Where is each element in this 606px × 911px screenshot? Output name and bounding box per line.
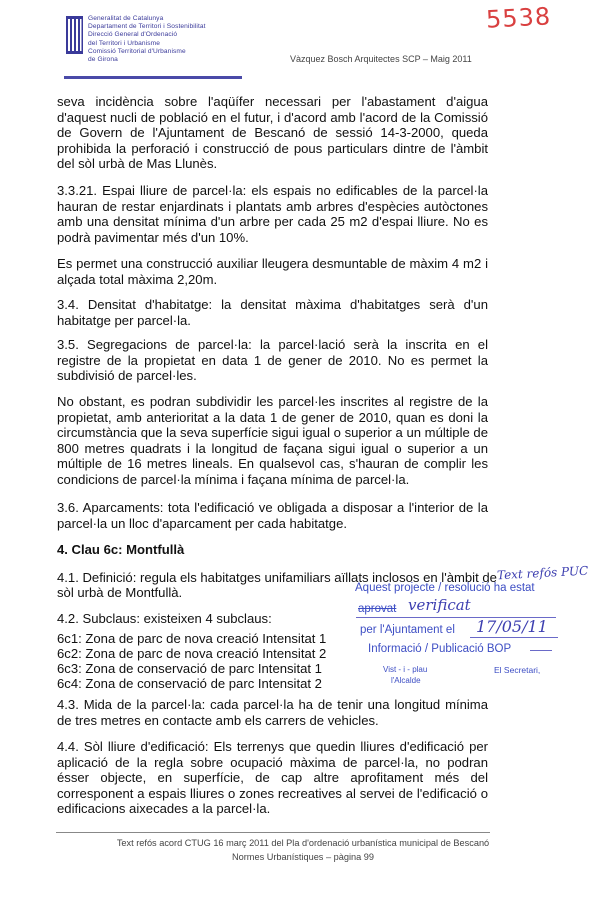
logo-line-3: Direcció General d'Ordenació bbox=[88, 31, 178, 39]
section-heading: 4. Clau 6c: Montfullà bbox=[57, 542, 185, 557]
logo-line-1: Generalitat de Catalunya bbox=[88, 15, 164, 22]
stamp-handwritten-date: 17/05/11 bbox=[476, 617, 548, 636]
stamp-rule-2 bbox=[470, 637, 558, 638]
logo-line-6: de Girona bbox=[88, 56, 118, 64]
stamp-rule-3 bbox=[530, 650, 552, 651]
paragraph-4-1-line-2: sòl urbà de Montfullà. bbox=[57, 585, 183, 600]
paragraph-3-5: 3.5. Segregacions de parcel·la: la parcel·lació serà la inscrita en el registre de la propietat en data 1 de gener de 2010. No es permet la subdivisió de parcel·les. bbox=[57, 337, 488, 384]
stamp-vist-i-plau: Vist - i - plau bbox=[383, 665, 428, 674]
subclau-6c4: 6c4: Zona de conservació de parc Intensitat 2 bbox=[57, 676, 322, 691]
logo-underline bbox=[64, 76, 242, 79]
paragraph-auxiliary-construction: Es permet una construcció auxiliar lleugera desmuntable de màxim 4 m2 i alçada total màxima 2,20m. bbox=[57, 256, 488, 287]
generalitat-logo bbox=[66, 12, 246, 78]
paragraph-aquifer: seva incidència sobre l'aqüífer necessari per l'abastament d'aigua d'aquest nucli de població en el futur, i d'acord amb l'acord de la Comissió de Govern de l'Ajuntament de Bescanó de sessió 14-3-2000, queda prohibida la perforació i construcció de pous particulars dintre de l'àmbit del sòl urbà de Mas Llunès. bbox=[57, 94, 488, 172]
generalitat-emblem-icon bbox=[66, 16, 83, 54]
logo-line-2: Departament de Territori i Sostenibilitat bbox=[88, 23, 206, 31]
stamp-secretari: El Secretari, bbox=[494, 665, 541, 675]
paragraph-subdivision: No obstant, es podran subdividir les parcel·les inscrites al registre de la propietat, amb anterioritat a la data 1 de gener de 2010, quan es doni la circumstància que la seva superfície sigui igual o superior a un múltiple de 800 metres quadrats i la longitud de façana sigui igual o superior a un múltiple de 16 metres lineals. En qualsevol cas, s'hauran de complir les condicions de parcel·la mínima i façana mínima de parcel·la. bbox=[57, 394, 488, 487]
stamp-line-1: Aquest projecte / resolució ha estat bbox=[355, 582, 535, 594]
logo-line-4: del Territori i Urbanisme bbox=[88, 39, 161, 47]
paragraph-3-4: 3.4. Densitat d'habitatge: la densitat màxima d'habitatges serà d'un habitatge per parcel·la. bbox=[57, 297, 488, 328]
page-stamp-number: 5538 bbox=[485, 2, 552, 34]
paragraph-3-6: 3.6. Aparcaments: tota l'edificació ve obligada a disposar a l'interior de la parcel·la un lloc d'aparcament per cada habitatge. bbox=[57, 500, 488, 531]
footer-source: Text refós acord CTUG 16 març 2011 del Pla d'ordenació urbanística municipal de Bescanó bbox=[116, 838, 490, 848]
footer-page-number: Normes Urbanístiques – pàgina 99 bbox=[232, 852, 374, 862]
stamp-alcalde: l'Alcalde bbox=[391, 676, 421, 685]
logo-line-5: Comissió Territorial d'Urbanisme bbox=[88, 47, 186, 55]
paragraph-3-3-21: 3.3.21. Espai lliure de parcel·la: els espais no edificables de la parcel·la hauran de restar enjardinats i plantats amb arbres d'espècies autòctones amb una densitat mínima d'un arbre per cada 25 m2 d'espai lliure. No es podrà pavimentar més d'un 10%. bbox=[57, 183, 488, 245]
paragraph-4-3: 4.3. Mida de la parcel·la: cada parcel·la ha de tenir una longitud mínima de tres metres en contacte amb els carrers de vehicles. bbox=[57, 697, 488, 728]
stamp-bop-label: Informació / Publicació BOP bbox=[368, 643, 512, 655]
paragraph-4-4: 4.4. Sòl lliure d'edificació: Els terrenys que quedin lliures d'edificació per aplicació de la regla sobre ocupació màxima de parcel·la, no podran ésser objecte, en superfície, de cap altre aprofitament més del corresponent a espais lliures o zones recreatives al servei de l'edificació o edificacions aixecades a la parcel·la. bbox=[57, 739, 488, 817]
paragraph-4-1-line-1: 4.1. Definició: regula els habitatges unifamiliars aïllats inclosos en l'àmbit de bbox=[57, 570, 497, 585]
footer-rule bbox=[56, 832, 490, 833]
subclau-6c2: 6c2: Zona de parc de nova creació Intensitat 2 bbox=[57, 646, 327, 661]
header-author: Vàzquez Bosch Arquitectes SCP – Maig 2011 bbox=[290, 54, 472, 64]
handwritten-note: Text refós PUC bbox=[496, 563, 589, 583]
stamp-council-label: per l'Ajuntament el bbox=[360, 624, 455, 636]
stamp-approved-label: aprovat bbox=[358, 603, 397, 615]
subclau-6c3: 6c3: Zona de conservació de parc Intensitat 1 bbox=[57, 661, 322, 676]
stamp-handwritten-verified: verificat bbox=[408, 596, 471, 614]
subclau-6c1: 6c1: Zona de parc de nova creació Intensitat 1 bbox=[57, 631, 327, 646]
paragraph-4-2: 4.2. Subclaus: existeixen 4 subclaus: bbox=[57, 611, 272, 626]
